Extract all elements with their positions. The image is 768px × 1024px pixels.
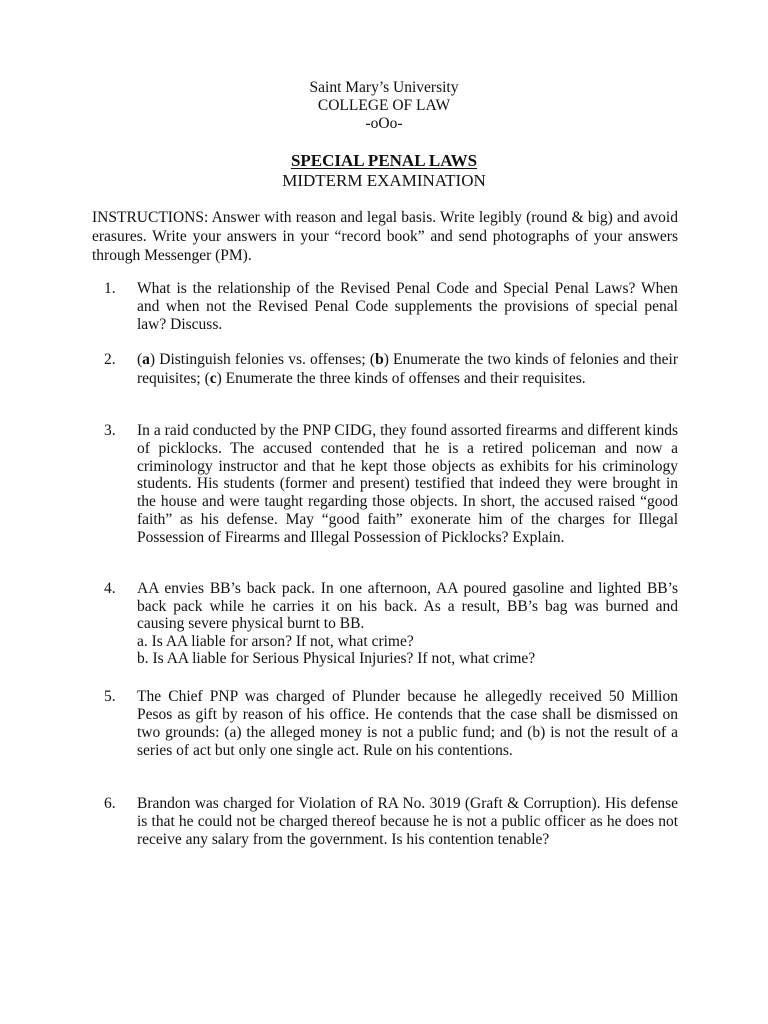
header-ornament: -oOo- <box>365 115 403 132</box>
question-text <box>137 350 678 388</box>
question-number: 4. <box>104 580 116 597</box>
question-number: 1. <box>104 280 116 297</box>
question-number: 6. <box>104 795 116 812</box>
document-title <box>0 151 768 191</box>
question-1 <box>104 280 678 334</box>
question-text-segment: ) Enumerate the three kinds of offenses and their requisites. <box>216 370 586 387</box>
question-text: Brandon was charged for Violation of RA No. 3019 (Graft & Corruption). His defense is that he could not be charged thereof because he is not a public officer as he does not receive any salary from the government. Is his contention tenable? <box>137 795 678 848</box>
question-text-segment: ) Distinguish felonies vs. offenses; ( <box>149 351 376 368</box>
college-name: COLLEGE OF LAW <box>317 97 451 114</box>
question-text: What is the relationship of the Revised Penal Code and Special Penal Laws? When and when not the Revised Penal Code supplements the provisions of special penal law? Discuss. <box>137 280 678 333</box>
question-6 <box>104 795 678 849</box>
university-name: Saint Mary’s University <box>309 79 459 96</box>
question-text: AA envies BB’s back pack. In one afternoon, AA poured gasoline and lighted BB’s back pack while he carries it on his back. As a result, BB’s bag was burned and causing severe physical burnt to BB. <box>137 580 678 633</box>
document-header <box>0 79 768 133</box>
question-number: 5. <box>104 688 116 705</box>
instructions-paragraph: INSTRUCTIONS: Answer with reason and legal basis. Write legibly (round & big) and avoid erasures. Write your answers in your “record book” and send photographs of your answers through Messenger (PM). <box>92 209 678 264</box>
question-4 <box>104 580 678 668</box>
sub-question-b: b. Is AA liable for Serious Physical Injuries? If not, what crime? <box>137 650 536 668</box>
sub-question-a: a. Is AA liable for arson? If not, what crime? <box>137 632 414 650</box>
question-number: 3. <box>104 422 116 439</box>
exam-title: MIDTERM EXAMINATION <box>282 171 486 190</box>
part-letter-b: b <box>375 351 384 368</box>
question-number: 2. <box>104 351 116 368</box>
question-text: The Chief PNP was charged of Plunder because he allegedly received 50 Million Pesos as gift by reason of his office. He contends that the case shall be dismissed on two grounds: (a) the alleged money is not a public fund; and (b) is not the result of a series of act but only one single act. Rule on his contentions. <box>137 688 678 759</box>
part-letter-c: c <box>209 370 217 387</box>
question-text: In a raid conducted by the PNP CIDG, they found assorted firearms and different kinds of picklocks. The accused contended that he is a retired policeman and now a criminology instructor and that he kept those objects as exhibits for his criminology students. His students (former and present) testified that indeed they were brought in the house and were taught regarding those objects. In short, the accused raised “good faith” as his defense. May “good faith” exonerate him of the charges for Illegal Possession of Firearms and Illegal Possession of Picklocks? Explain. <box>137 422 678 546</box>
question-5 <box>104 688 678 760</box>
question-text-segment: ) Enumerate the two kinds of felonies and their requisites; ( <box>137 351 678 387</box>
part-letter-a: a <box>142 351 150 368</box>
course-title: SPECIAL PENAL LAWS <box>290 151 478 170</box>
question-2 <box>104 350 678 388</box>
question-text-segment: ( <box>137 351 143 368</box>
question-3 <box>104 422 678 547</box>
